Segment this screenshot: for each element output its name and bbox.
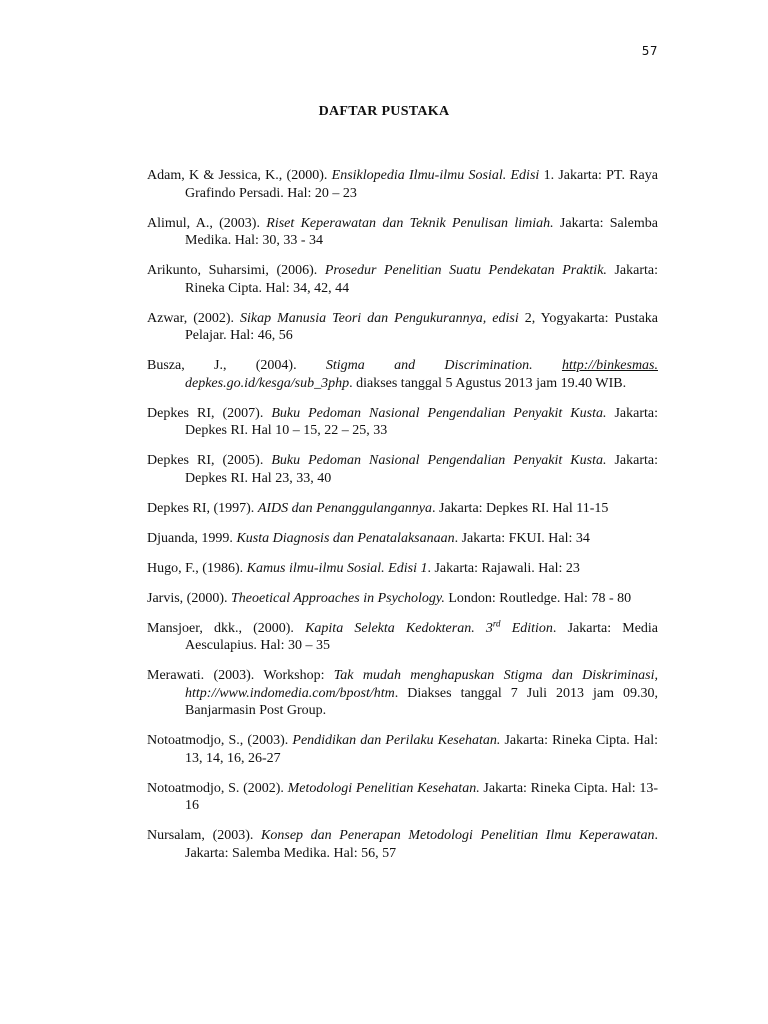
reference-entry-merawati: Merawati. (2003). Workshop: Tak mudah menghapuskan Stigma dan Diskriminasi, http://www.indomedia.com/bpost/htm. Diakses tanggal 7 Juli 2013 jam 09.30, Banjarmasin Post Group. bbox=[147, 668, 658, 718]
reference-entry-djuanda: Djuanda, 1999. Kusta Diagnosis dan Penatalaksanaan. Jakarta: FKUI. Hal: 34 bbox=[147, 530, 590, 546]
reference-entry-notoatmodjo-2002: Notoatmodjo, S. (2002). Metodologi Penelitian Kesehatan. Jakarta: Rineka Cipta. Hal: 13-16 bbox=[147, 780, 658, 813]
reference-list bbox=[147, 167, 658, 875]
reference-entry-adam: Adam, K & Jessica, K., (2000). Ensiklopedia Ilmu-ilmu Sosial. Edisi 1. Jakarta: PT. Raya Grafindo Persadi. Hal: 20 – 23 bbox=[147, 168, 658, 201]
reference-entry-busza: Busza, J., (2004). Stigma and Discrimination. http://binkesmas. depkes.go.id/kesga/sub_3php. diakses tanggal 5 Agustus 2013 jam 19.40 WIB. bbox=[147, 358, 658, 391]
reference-entry-depkes-2005: Depkes RI, (2005). Buku Pedoman Nasional Pengendalian Penyakit Kusta. Jakarta: Depkes RI. Hal 23, 33, 40 bbox=[147, 453, 659, 486]
reference-entry-depkes-2007: Depkes RI, (2007). Buku Pedoman Nasional Pengendalian Penyakit Kusta. Jakarta: Depkes RI. Hal 10 – 15, 22 – 25, 33 bbox=[147, 405, 659, 438]
reference-entry-notoatmodjo-2003: Notoatmodjo, S., (2003). Pendidikan dan Perilaku Kesehatan. Jakarta: Rineka Cipta. Hal: 13, 14, 16, 26-27 bbox=[147, 733, 658, 766]
page-number: 57 bbox=[641, 44, 658, 58]
reference-entry-jarvis: Jarvis, (2000). Theoetical Approaches in Psychology. London: Routledge. Hal: 78 - 80 bbox=[147, 590, 632, 606]
reference-entry-alimul: Alimul, A., (2003). Riset Keperawatan dan Teknik Penulisan limiah. Jakarta: Salemba Medika. Hal: 30, 33 - 34 bbox=[147, 215, 658, 248]
reference-link[interactable]: http://binkesmas. bbox=[561, 358, 658, 373]
page-title: DAFTAR PUSTAKA bbox=[318, 104, 450, 119]
reference-entry-mansjoer: Mansjoer, dkk., (2000). Kapita Selekta Kedokteran. 3rd Edition. Jakarta: Media Aesculapius. Hal: 30 – 35 bbox=[147, 617, 659, 653]
reference-entry-azwar: Azwar, (2002). Sikap Manusia Teori dan Pengukurannya, edisi 2, Yogyakarta: Pustaka Pelajar. Hal: 46, 56 bbox=[147, 310, 658, 343]
reference-entry-nursalam: Nursalam, (2003). Konsep dan Penerapan Metodologi Penelitian Ilmu Keperawatan. Jakarta: Salemba Medika. Hal: 56, 57 bbox=[147, 828, 658, 861]
reference-entry-hugo: Hugo, F., (1986). Kamus ilmu-ilmu Sosial. Edisi 1. Jakarta: Rajawali. Hal: 23 bbox=[147, 560, 580, 576]
reference-entry-arikunto: Arikunto, Suharsimi, (2006). Prosedur Penelitian Suatu Pendekatan Praktik. Jakarta: Rineka Cipta. Hal: 34, 42, 44 bbox=[147, 263, 658, 296]
reference-entry-depkes-1997: Depkes RI, (1997). AIDS dan Penanggulangannya. Jakarta: Depkes RI. Hal 11-15 bbox=[147, 500, 609, 516]
